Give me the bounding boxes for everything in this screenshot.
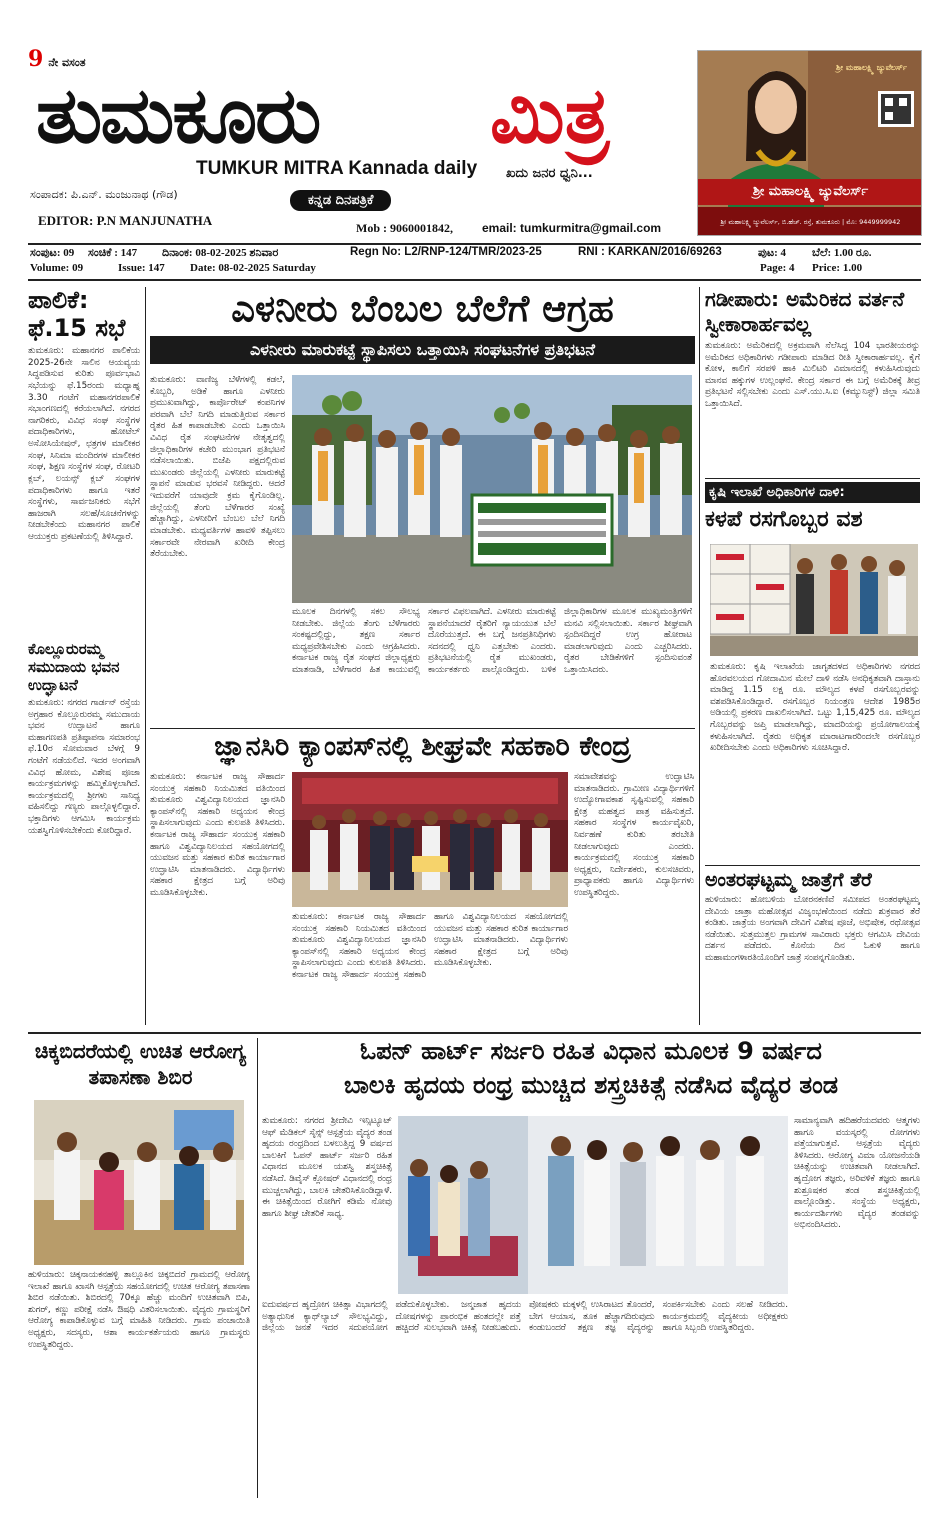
- mobile-number: Mob : 9060001842,: [356, 221, 453, 235]
- registration-number: Regn No: L2/RNP-124/TMR/2023-25: [350, 246, 542, 258]
- editor-english: EDITOR: P.N MANJUNATHA: [38, 213, 213, 228]
- subheadline: ಎಳನೀರು ಮಾರುಕಟ್ಟೆ ಸ್ಥಾಪಿಸಲು ಒತ್ತಾಯಿಸಿ ಸಂಘಟನೆಗಳ ಪ್ರತಿಭಟನೆ: [150, 336, 695, 364]
- ad-store-name: ಶ್ರೀ ಮಹಾಲಕ್ಷ್ಮಿ ಜ್ಯುವೆಲರ್ಸ್: [698, 179, 922, 205]
- edition-year: [28, 46, 86, 72]
- info-bar: [30, 246, 920, 278]
- article-gadiparu: [705, 287, 920, 477]
- ad-brand-small: ಶ್ರೀ ಮಹಾಲಕ್ಷ್ಮಿ ಜ್ಯುವೆಲರ್ಸ್: [836, 63, 907, 72]
- article-body: ತುಮಕೂರು: ಕೃಷಿ ಇಲಾಖೆಯ ಜಾಗೃತದಳದ ಅಧಿಕಾರಿಗಳು ನಗರದ ಹೊರವಲಯದ ಗೋದಾಮಿನ ಮೇಲೆ ದಾಳಿ ನಡೆಸಿ ಅನಧಿಕೃತವಾಗಿ ದಾಸ್ತಾನು ಮಾಡಿದ್ದ 1.15 ಲಕ್ಷ ರೂ. ಮೌಲ್ಯದ ಕಳಪೆ ರಸಗೊಬ್ಬರವನ್ನು ವಶಪಡಿಸಿಕೊಂಡಿದ್ದಾರೆ. ರಸಗೊಬ್ಬರ ನಿಯಂತ್ರಣ ಆದೇಶ 1985ರ ಅಡಿಯಲ್ಲಿ ಪ್ರಕರಣ ದಾಖಲಿಸಲಾಗಿದೆ. ಒಟ್ಟು 1,15,425 ರೂ. ಮೌಲ್ಯದ ಗೊಬ್ಬರವನ್ನು ಜಪ್ತಿ ಮಾಡಲಾಗಿದ್ದು, ಮಾದರಿಯನ್ನು ಪ್ರಯೋಗಾಲಯಕ್ಕೆ ಕಳುಹಿಸಲಾಗಿದೆ. ರೈತರು ಅಧಿಕೃತ ಮಾರಾಟಗಾರರಿಂದಲೇ ರಸಗೊಬ್ಬರ ಖರೀದಿಸಬೇಕು ಎಂದು ಅಧಿಕಾರಿಗಳು ಸೂಚಿಸಿದ್ದಾರೆ.: [710, 662, 920, 754]
- headline: ಕಳಪೆ ರಸಗೊಬ್ಬರ ವಶ: [705, 507, 863, 532]
- article-body-left: ತುಮಕೂರು: ಕರ್ನಾಟಕ ರಾಜ್ಯ ಸೌಹಾರ್ದ ಸಂಯುಕ್ತ ಸಹಕಾರಿ ನಿಯಮಿತದ ವತಿಯಿಂದ ತುಮಕೂರು ವಿಶ್ವವಿದ್ಯಾನಿಲಯದ ಜ್ಞಾನಸಿರಿ ಕ್ಯಾಂಪಸ್‌ನಲ್ಲಿ ಸಹಕಾರಿ ಅಧ್ಯಯನ ಕೇಂದ್ರ ಸ್ಥಾಪಿಸಲಾಗುವುದು ಎಂದು ಕುಲಪತಿ ತಿಳಿಸಿದರು. ಕರ್ನಾಟಕ ರಾಜ್ಯ ಸೌಹಾರ್ದ ಸಂಯುಕ್ತ ಸಹಕಾರಿ ಹಾಗೂ ವಿಶ್ವವಿದ್ಯಾನಿಲಯದ ಸಹಯೋಗದಲ್ಲಿ ಯುವಜನ ಮತ್ತು ಸಹಕಾರ ಕುರಿತ ಕಾರ್ಯಾಗಾರ ಉದ್ಘಾಟಿಸಿ ಮಾತನಾಡಿದರು. ವಿದ್ಯಾರ್ಥಿಗಳು ಸಹಕಾರ ಕ್ಷೇತ್ರದ ಬಗ್ಗೆ ಅರಿವು ಮೂಡಿಸಿಕೊಳ್ಳಬೇಕು.: [150, 772, 285, 899]
- rni-number: RNI : KARKAN/2016/69263: [578, 246, 722, 258]
- article-body-right: ಸಾಮಾನ್ಯವಾಗಿ ಹದಿಹರೆಯದವರು ಆತ್ಮಗಳು ಹಾಗೂ ವಯಸ್ಕರಲ್ಲಿ ರೋಗಗಳು ಪತ್ತೆಯಾಗುತ್ತವೆ. ಆಸ್ಪತ್ರೆಯ ವೈದ್ಯರು ತಿಳಿಸಿದರು. ಆರೋಗ್ಯ ವಿಮಾ ಯೋಜನೆಯಡಿ ಚಿಕಿತ್ಸೆಯನ್ನು ಉಚಿತವಾಗಿ ನೀಡಲಾಗಿದೆ. ಹೃದ್ರೋಗ ತಜ್ಞರು, ಅರಿವಳಿಕೆ ತಜ್ಞರು ಹಾಗೂ ಶುಶ್ರೂಷಕರ ತಂಡ ಶಸ್ತ್ರಚಿಕಿತ್ಸೆಯಲ್ಲಿ ಪಾಲ್ಗೊಂಡಿತ್ತು. ಸಂಸ್ಥೆಯ ಅಧ್ಯಕ್ಷರು, ಕಾರ್ಯದರ್ಶಿಗಳು ವೈದ್ಯರ ತಂಡವನ್ನು ಅಭಿನಂದಿಸಿದರು.: [794, 1116, 920, 1231]
- health-camp-photo-image: [34, 1100, 244, 1265]
- article-body: ತುಮಕೂರು: ಅಮೆರಿಕದಲ್ಲಿ ಅಕ್ರಮವಾಗಿ ನೆಲೆಸಿದ್ದ 104 ಭಾರತೀಯರನ್ನು ಅಮೆರಿಕದ ಅಧಿಕಾರಿಗಳು ಗಡೀಪಾರು ಮಾಡಿದ ರೀತಿ ಸ್ವೀಕಾರಾರ್ಹವಲ್ಲ. ಕೈಗೆ ಕೋಳ, ಕಾಲಿಗೆ ಸರಪಳಿ ಹಾಕಿ ಮಿಲಿಟರಿ ವಿಮಾನದಲ್ಲಿ ಕಳುಹಿಸಿರುವುದು ಮಾನವ ಹಕ್ಕುಗಳ ಉಲ್ಲಂಘನೆ. ಕೇಂದ್ರ ಸರ್ಕಾರ ಈ ಬಗ್ಗೆ ಅಮೆರಿಕಕ್ಕೆ ತೀವ್ರ ಪ್ರತಿಭಟನೆ ಸಲ್ಲಿಸಬೇಕು ಎಂದು ಎಸ್.ಯು.ಸಿ.ಐ (ಕಮ್ಯುನಿಸ್ಟ್) ಜಿಲ್ಲಾ ಸಮಿತಿ ಒತ್ತಾಯಿಸಿದೆ.: [705, 341, 920, 410]
- issue-english: Issue: 147: [118, 262, 165, 274]
- surgery-team-photo: [398, 1116, 788, 1294]
- issue-kannada: ಸಂಚಿಕೆ : 147: [88, 247, 138, 259]
- headline: ಗಡೀಪಾರು: ಅಮೆರಿಕದ ವರ್ತನೆ ಸ್ವೀಕಾರಾರ್ಹವಲ್ಲ: [705, 287, 905, 336]
- headline: ಕೊಲ್ಲೂರುರಮ್ಮ ಸಮುದಾಯ ಭವನ ಉದ್ಘಾಟನೆ: [28, 640, 120, 694]
- headline: ಜ್ಞಾನಸಿರಿ ಕ್ಯಾಂಪಸ್‌ನಲ್ಲಿ ಶೀಘ್ರವೇ ಸಹಕಾರಿ ಕೇಂದ್ರ: [214, 731, 631, 762]
- article-body: ತುಮಕೂರು: ನಗರದ ಗಾರ್ಡನ್ ರಸ್ತೆಯ ಅಗ್ರಹಾರ ಕೊಲ್ಲೂರುರಮ್ಮ ಸಮುದಾಯ ಭವನ ಉದ್ಘಾಟನೆ ಹಾಗೂ ಮಹಾಗಣಪತಿ ಪ್ರತಿಷ್ಠಾಪನಾ ಸಮಾರಂಭ ಫೆ.10ರ ಸೋಮವಾರ ಬೆಳಗ್ಗೆ 9 ಗಂಟೆಗೆ ನಡೆಯಲಿದೆ. ಇದರ ಅಂಗವಾಗಿ ವಿವಿಧ ಹೋಮ, ವಿಶೇಷ ಪೂಜಾ ಕಾರ್ಯಕ್ರಮಗಳನ್ನು ಹಮ್ಮಿಕೊಳ್ಳಲಾಗಿದೆ. ಕಾರ್ಯಕ್ರಮದಲ್ಲಿ ಶ್ರೀಗಳು ಸಾನಿಧ್ಯ ವಹಿಸಲಿದ್ದು ಗಣ್ಯರು ಪಾಲ್ಗೊಳ್ಳಲಿದ್ದಾರೆ. ಭಕ್ತಾದಿಗಳು ಆಗಮಿಸಿ ಕಾರ್ಯಕ್ರಮ ಯಶಸ್ವಿಗೊಳಿಸಬೇಕೆಂದು ಕೋರಿದ್ದಾರೆ.: [28, 698, 140, 836]
- daily-badge: ಕನ್ನಡ ದಿನಪತ್ರಿಕೆ: [290, 190, 391, 211]
- health-camp-photo: [34, 1100, 244, 1265]
- article-body-top: ತುಮಕೂರು: ನಗರದ ಶ್ರೀದೇವಿ ಇನ್ಸಿಟ್ಯೂಟ್ ಆಫ್ ಮೆಡಿಕಲ್ ಸೈನ್ಸ್ ಆಸ್ಪತ್ರೆಯ ವೈದ್ಯರ ತಂಡ ಹೃದಯ ರಂಧ್ರದಿಂದ ಬಳಲುತ್ತಿದ್ದ 9 ವರ್ಷದ ಬಾಲಕಿಗೆ ಓಪನ್ ಹಾರ್ಟ್ ಸರ್ಜರಿ ರಹಿತ ವಿಧಾನದ ಮೂಲಕ ಯಶಸ್ವಿ ಶಸ್ತ್ರಚಿಕಿತ್ಸೆ ನಡೆಸಿದೆ. ಡಿವೈಸ್ ಕ್ಲೋಷರ್ ವಿಧಾನದಲ್ಲಿ ರಂಧ್ರ ಮುಚ್ಚಲಾಗಿದ್ದು, ಬಾಲಕಿ ಚೇತರಿಸಿಕೊಂಡಿದ್ದಾಳೆ. ಈ ಚಿಕಿತ್ಸೆಯಿಂದ ರೋಗಿಗೆ ಕಡಿಮೆ ನೋವು ಹಾಗೂ ಶೀಘ್ರ ಚೇತರಿಕೆ ಸಾಧ್ಯ.: [262, 1116, 392, 1219]
- protest-photo-image: [292, 375, 692, 603]
- article-body-bottom: ಐದುವರ್ಷದ ಹೃದ್ರೋಗ ಚಿಕಿತ್ಸಾ ವಿಭಾಗದಲ್ಲಿ ಅತ್ಯಾಧುನಿಕ ಕ್ಯಾಥ್‌ಲ್ಯಾಬ್ ಸೌಲಭ್ಯವಿದ್ದು, ಜಿಲ್ಲೆಯ ಜನತೆ ಇದರ ಸದುಪಯೋಗ ಪಡೆದುಕೊಳ್ಳಬೇಕು. ಜನ್ಮಜಾತ ಹೃದಯ ದೋಷಗಳನ್ನು ಪ್ರಾರಂಭಿಕ ಹಂತದಲ್ಲೇ ಪತ್ತೆ ಹಚ್ಚಿದರೆ ಸುಲಭವಾಗಿ ಚಿಕಿತ್ಸೆ ನೀಡಬಹುದು. ಪೋಷಕರು ಮಕ್ಕಳಲ್ಲಿ ಉಸಿರಾಟದ ತೊಂದರೆ, ಬೇಗ ಆಯಾಸ, ತೂಕ ಹೆಚ್ಚಾಗದಿರುವುದು ಕಂಡುಬಂದರೆ ತಕ್ಷಣ ತಜ್ಞ ವೈದ್ಯರನ್ನು ಸಂಪರ್ಕಿಸಬೇಕು ಎಂದು ಸಲಹೆ ನೀಡಿದರು. ಕಾರ್ಯಕ್ರಮದಲ್ಲಿ ವೈದ್ಯಕೀಯ ಅಧೀಕ್ಷಕರು ಹಾಗೂ ಸಿಬ್ಬಂದಿ ಉಪಸ್ಥಿತರಿದ್ದರು.: [262, 1300, 788, 1334]
- article-kolluru: [28, 640, 140, 1030]
- article-body: ಹುಳಿಯಾರು: ಚಿಕ್ಕನಾಯಕನಹಳ್ಳಿ ತಾಲ್ಲೂಕಿನ ಚಿಕ್ಕಬಿದರೆ ಗ್ರಾಮದಲ್ಲಿ ಆರೋಗ್ಯ ಇಲಾಖೆ ಹಾಗೂ ಖಾಸಗಿ ಆಸ್ಪತ್ರೆಯ ಸಹಯೋಗದಲ್ಲಿ ಉಚಿತ ಆರೋಗ್ಯ ತಪಾಸಣಾ ಶಿಬಿರ ನಡೆಯಿತು. ಶಿಬಿರದಲ್ಲಿ 70ಕ್ಕೂ ಹೆಚ್ಚು ಮಂದಿಗೆ ಉಚಿತವಾಗಿ ಬಿಪಿ, ಶುಗರ್, ಕಣ್ಣು ಪರೀಕ್ಷೆ ನಡೆಸಿ ಔಷಧಿ ವಿತರಿಸಲಾಯಿತು. ವೈದ್ಯರು ಗ್ರಾಮಸ್ಥರಿಗೆ ಆರೋಗ್ಯ ಕಾಪಾಡಿಕೊಳ್ಳುವ ಬಗ್ಗೆ ಮಾಹಿತಿ ನೀಡಿದರು. ಗ್ರಾಮ ಪಂಚಾಯಿತಿ ಅಧ್ಯಕ್ಷರು, ಸದಸ್ಯರು, ಆಶಾ ಕಾರ್ಯಕರ್ತೆಯರು ಹಾಗೂ ಗ್ರಾಮಸ್ಥರು ಉಪಸ್ಥಿತರಿದ್ದರು.: [28, 1270, 250, 1350]
- article-jnanasiri: [150, 732, 695, 1028]
- article-krishi: [705, 482, 920, 862]
- jewellery-advertisement: [697, 50, 922, 236]
- article-antaraghattamma: [705, 870, 920, 1028]
- volume-kannada: ಸಂಪುಟ: 09: [30, 247, 75, 259]
- masthead-title-mitra: ಮಿತ್ರ: [490, 70, 610, 161]
- edition-year-suffix: ನೇ ವಸಂತ: [48, 56, 86, 69]
- fertilizer-photo: [710, 544, 918, 656]
- protest-photo: [292, 375, 692, 603]
- headline-line-2: ಬಾಲಕಿ ಹೃದಯ ರಂಧ್ರ ಮುಚ್ಚಿದ ಶಸ್ತ್ರಚಿಕಿತ್ಸೆ ನಡೆಸಿದ ವೈದ್ಯರ ತಂಡ: [344, 1071, 838, 1100]
- seminar-photo-image: [292, 772, 568, 907]
- headline: ಚಿಕ್ಕಬಿದರೆಯಲ್ಲಿ ಉಚಿತ ಆರೋಗ್ಯ ತಪಾಸಣಾ ಶಿಬಿರ: [34, 1039, 247, 1089]
- fertilizer-photo-image: [710, 544, 918, 656]
- article-body: ಹುಳಿಯಾರು: ಹೋಬಳಿಯ ಬೋರನಕಣಿವೆ ಸಮೀಪದ ಅಂತರಘಟ್ಟಮ್ಮ ದೇವಿಯ ಜಾತ್ರಾ ಮಹೋತ್ಸವ ವಿಜೃಂಭಣೆಯಿಂದ ನಡೆದು ಶುಕ್ರವಾರ ತೆರೆ ಕಂಡಿತು. ಜಾತ್ರೆಯ ಅಂಗವಾಗಿ ದೇವಿಗೆ ವಿಶೇಷ ಪೂಜೆ, ಅಭಿಷೇಕ, ರಥೋತ್ಸವ ನಡೆಯಿತು. ಸುತ್ತಮುತ್ತಲ ಗ್ರಾಮಗಳ ಸಾವಿರಾರು ಭಕ್ತರು ಆಗಮಿಸಿ ದೇವಿಯ ದರ್ಶನ ಪಡೆದರು. ಕೊನೆಯ ದಿನ ಓಕುಳಿ ಹಾಗೂ ಮಹಾಮಂಗಳಾರತಿಯೊಂದಿಗೆ ಜಾತ್ರೆ ಸಂಪನ್ನಗೊಂಡಿತು.: [705, 894, 920, 963]
- tagline: ಖದು ಜನರ ಧ್ವನಿ...: [506, 166, 593, 181]
- price-english: Price: 1.00: [812, 262, 863, 274]
- article-body-right: ಸಮಾವೇಶವನ್ನು ಉದ್ಘಾಟಿಸಿ ಮಾತನಾಡಿದರು. ಗ್ರಾಮೀಣ ವಿದ್ಯಾರ್ಥಿಗಳಿಗೆ ಉದ್ಯೋಗಾವಕಾಶ ಸೃಷ್ಟಿಸುವಲ್ಲಿ ಸಹಕಾರಿ ಕ್ಷೇತ್ರ ಮಹತ್ವದ ಪಾತ್ರ ವಹಿಸುತ್ತದೆ. ಸಹಕಾರ ಸಂಸ್ಥೆಗಳ ಕಾರ್ಯವೈಖರಿ, ನಿರ್ವಹಣೆ ಕುರಿತು ತರಬೇತಿ ನೀಡಲಾಗುವುದು ಎಂದರು. ಕಾರ್ಯಕ್ರಮದಲ್ಲಿ ಸಂಯುಕ್ತ ಸಹಕಾರಿ ಅಧ್ಯಕ್ಷರು, ನಿರ್ದೇಶಕರು, ಕುಲಸಚಿವರು, ಪ್ರಾಧ್ಯಾಪಕರು ಹಾಗೂ ವಿದ್ಯಾರ್ಥಿಗಳು ಉಪಸ್ಥಿತರಿದ್ದರು.: [574, 772, 694, 899]
- article-heart-surgery: [262, 1038, 920, 1498]
- english-title: TUMKUR MITRA Kannada daily: [196, 158, 478, 179]
- headline-line-1: ಓಪನ್ ಹಾರ್ಟ್ ಸರ್ಜರಿ ರಹಿತ ವಿಧಾನ ಮೂಲಕ 9 ವರ್ಷದ: [360, 1037, 822, 1065]
- email: email: tumkurmitra@gmail.com: [482, 221, 662, 235]
- article-elaneeru: [150, 287, 695, 727]
- article-body: ತುಮಕೂರು: ಮಹಾನಗರ ಪಾಲಿಕೆಯ 2025-26ನೇ ಸಾಲಿನ ಆಯವ್ಯಯ ಸಿದ್ಧಪಡಿಸುವ ಕುರಿತು ಪೂರ್ವಭಾವಿ ಸಭೆಯನ್ನು ಫೆ.15ರಂದು ಮಧ್ಯಾಹ್ನ 3.30 ಗಂಟೆಗೆ ಮಹಾನಗರಪಾಲಿಕೆ ಸಭಾಂಗಣದಲ್ಲಿ ಕರೆಯಲಾಗಿದೆ. ನಗರದ ನಾಗರಿಕರು, ವಿವಿಧ ಸಂಘ ಸಂಸ್ಥೆಗಳ ಪದಾಧಿಕಾರಿಗಳು, ಹೋಟೆಲ್ ಅಸೋಸಿಯೇಷನ್, ಛತ್ರಗಳ ಮಾಲೀಕರ ಸಂಘ, ಸಿನಿಮಾ ಮಂದಿರಗಳ ಮಾಲೀಕರ ಸಂಘ, ಶಿಕ್ಷಣ ಸಂಸ್ಥೆಗಳ ಸಂಘ, ರೋಟರಿ ಕ್ಲಬ್, ಲಯನ್ಸ್ ಕ್ಲಬ್ ಸಂಘಗಳ ಪದಾಧಿಕಾರಿಗಳು ಹಾಗೂ ಇತರೆ ಸಂಸ್ಥೆಗಳು, ಸಾರ್ವಜನಿಕರು ಸಭೆಗೆ ಹಾಜರಾಗಿ ಸಲಹೆ/ಸೂಚನೆಗಳನ್ನು ನೀಡಬೇಕೆಂದು ಮಹಾನಗರ ಪಾಲಿಕೆ ಆಯುಕ್ತರು ಪ್ರಕಟಣೆಯಲ್ಲಿ ತಿಳಿಸಿದ್ದಾರೆ.: [28, 346, 140, 542]
- article-palike: [28, 287, 140, 637]
- article-body-middle: ತುಮಕೂರು: ಕರ್ನಾಟಕ ರಾಜ್ಯ ಸೌಹಾರ್ದ ಸಂಯುಕ್ತ ಸಹಕಾರಿ ನಿಯಮಿತದ ವತಿಯಿಂದ ತುಮಕೂರು ವಿಶ್ವವಿದ್ಯಾನಿಲಯದ ಜ್ಞಾನಸಿರಿ ಕ್ಯಾಂಪಸ್‌ನಲ್ಲಿ ಸಹಕಾರಿ ಅಧ್ಯಯನ ಕೇಂದ್ರ ಸ್ಥಾಪಿಸಲಾಗುವುದು ಎಂದು ಕುಲಪತಿ ತಿಳಿಸಿದರು. ಕರ್ನಾಟಕ ರಾಜ್ಯ ಸೌಹಾರ್ದ ಸಂಯುಕ್ತ ಸಹಕಾರಿ ಹಾಗೂ ವಿಶ್ವವಿದ್ಯಾನಿಲಯದ ಸಹಯೋಗದಲ್ಲಿ ಯುವಜನ ಮತ್ತು ಸಹಕಾರ ಕುರಿತ ಕಾರ್ಯಾಗಾರ ಉದ್ಘಾಟಿಸಿ ಮಾತನಾಡಿದರು. ವಿದ್ಯಾರ್ಥಿಗಳು ಸಹಕಾರ ಕ್ಷೇತ್ರದ ಬಗ್ಗೆ ಅರಿವು ಮೂಡಿಸಿಕೊಳ್ಳಬೇಕು.: [292, 912, 568, 981]
- headline: ಅಂತರಘಟ್ಟಮ್ಮ ಜಾತ್ರೆಗೆ ತೆರೆ: [705, 869, 872, 891]
- article-body-left: ತುಮಕೂರು: ವಾಣಿಜ್ಯ ಬೆಳೆಗಳಲ್ಲಿ ಕಡಲೆ, ಕೊಬ್ಬರಿ, ಅಡಿಕೆ ಹಾಗೂ ಎಳನೀರು ಪ್ರಮುಖವಾಗಿದ್ದು, ಕಾರ್ಪೊರೇಟ್ ಕಂಪನಿಗಳ ಪರವಾಗಿ ಬೆಲೆ ನಿಗದಿ ಮಾಡುತ್ತಿರುವ ಸರ್ಕಾರ ರೈತರ ಹಿತ ಕಾಪಾಡಬೇಕು ಎಂದು ಒತ್ತಾಯಿಸಿ ವಿವಿಧ ರೈತ ಸಂಘಟನೆಗಳ ನೇತೃತ್ವದಲ್ಲಿ ಜಿಲ್ಲಾಧಿಕಾರಿಗಳ ಕಚೇರಿ ಮುಂಭಾಗ ಪ್ರತಿಭಟನೆ ನಡೆಸಲಾಯಿತು. ಬಿಜೆಪಿ ಪಕ್ಷದಲ್ಲಿರುವ ಮುಖಂಡರು ಜಿಲ್ಲೆಯಲ್ಲಿ ಎಳನೀರು ಮಾರುಕಟ್ಟೆ ಸ್ಥಾಪನೆ ಮಾಡುವ ಭರವಸೆ ನೀಡಿದ್ದರು. ಆದರೆ ಇದುವರೆಗೆ ಯಾವುದೇ ಕ್ರಮ ಕೈಗೊಂಡಿಲ್ಲ. ಜಿಲ್ಲೆಯಲ್ಲಿ ತೆಂಗು ಬೆಳೆಗಾರರ ಸಂಖ್ಯೆ ಹೆಚ್ಚಾಗಿದ್ದು, ಎಳನೀರಿಗೆ ಬೆಂಬಲ ಬೆಲೆ ನಿಗದಿ ಮಾಡಬೇಕು. ಮಧ್ಯವರ್ತಿಗಳ ಹಾವಳಿ ತಪ್ಪಿಸಲು ಸರ್ಕಾರವೇ ನೇರವಾಗಿ ಖರೀದಿ ಕೇಂದ್ರ ತೆರೆಯಬೇಕು.: [150, 375, 285, 560]
- kicker: ಕೃಷಿ ಇಲಾಖೆ ಅಧಿಕಾರಿಗಳ ದಾಳಿ:: [705, 482, 920, 503]
- headline: ಎಳನೀರು ಬೆಂಬಲ ಬೆಲೆಗೆ ಆಗ್ರಹ: [231, 287, 614, 330]
- editor-kannada: ಸಂಪಾದಕ: ಪಿ.ಎನ್. ಮಂಜುನಾಥ (ಗೌಡ): [30, 188, 178, 201]
- article-chikkabidare: [28, 1038, 253, 1498]
- pages-kannada: ಪುಟ: 4: [758, 247, 787, 259]
- article-body-right: ಮೂಲಕ ದಿನಗಳಲ್ಲಿ ಸಕಲ ಸೌಲಭ್ಯ ನೀಡಬೇಕು. ಜಿಲ್ಲೆಯ ತೆಂಗು ಬೆಳೆಗಾರರು ಸಂಕಷ್ಟದಲ್ಲಿದ್ದು, ತಕ್ಷಣ ಸರ್ಕಾರ ಮಧ್ಯಪ್ರವೇಶಿಸಬೇಕು ಎಂದು ಆಗ್ರಹಿಸಿದರು. ಕರ್ನಾಟಕ ರಾಜ್ಯ ರೈತ ಸಂಘದ ಜಿಲ್ಲಾಧ್ಯಕ್ಷರು ಮಾತನಾಡಿ, ಬೆಳೆಗಾರರ ಹಿತ ಕಾಯುವಲ್ಲಿ ಸರ್ಕಾರ ವಿಫಲವಾಗಿದೆ. ಎಳನೀರು ಮಾರುಕಟ್ಟೆ ಸ್ಥಾಪನೆಯಾದರೆ ರೈತರಿಗೆ ನ್ಯಾಯಯುತ ಬೆಲೆ ದೊರೆಯುತ್ತದೆ. ಈ ಬಗ್ಗೆ ಜನಪ್ರತಿನಿಧಿಗಳು ಸದನದಲ್ಲಿ ಧ್ವನಿ ಎತ್ತಬೇಕು ಎಂದರು. ಪ್ರತಿಭಟನೆಯಲ್ಲಿ ರೈತ ಮುಖಂಡರು, ಕಾರ್ಯಕರ್ತರು ಪಾಲ್ಗೊಂಡಿದ್ದರು. ಬಳಿಕ ಜಿಲ್ಲಾಧಿಕಾರಿಗಳ ಮೂಲಕ ಮುಖ್ಯಮಂತ್ರಿಗಳಿಗೆ ಮನವಿ ಸಲ್ಲಿಸಲಾಯಿತು. ಸರ್ಕಾರ ಶೀಘ್ರವಾಗಿ ಸ್ಪಂದಿಸದಿದ್ದರೆ ಉಗ್ರ ಹೋರಾಟ ಮಾಡಲಾಗುವುದು ಎಂದು ಎಚ್ಚರಿಸಿದರು. ರೈತರ ಬೇಡಿಕೆಗಳಿಗೆ ಸ್ಪಂದಿಸುವಂತೆ ಒತ್ತಾಯಿಸಿದರು.: [292, 607, 692, 676]
- pages-english: Page: 4: [760, 262, 795, 274]
- masthead: [28, 40, 693, 245]
- volume-english: Volume: 09: [30, 262, 84, 274]
- masthead-title-kannada: ತುಮಕೂರು: [36, 70, 320, 161]
- price-kannada: ಬೆಲೆ: 1.00 ರೂ.: [812, 247, 872, 259]
- headline: ಪಾಲಿಕೆ: ಫೆ.15 ಸಭೆ: [28, 286, 126, 342]
- edition-year-number: 9: [28, 46, 44, 72]
- ad-footer: ಶ್ರೀ ಮಹಾಲಕ್ಷ್ಮಿ ಜ್ಯುವೆಲರ್ಸ್, ಬಿ.ಹೆಚ್. ರಸ್ತೆ, ತುಮಕೂರು | ಮೊ: 9449999942: [698, 207, 922, 236]
- date-kannada: ದಿನಾಂಕ: 08-02-2025 ಶನಿವಾರ: [162, 247, 279, 259]
- surgery-team-photo-image: [398, 1116, 788, 1294]
- date-english: Date: 08-02-2025 Saturday: [190, 262, 316, 274]
- seminar-photo: [292, 772, 568, 907]
